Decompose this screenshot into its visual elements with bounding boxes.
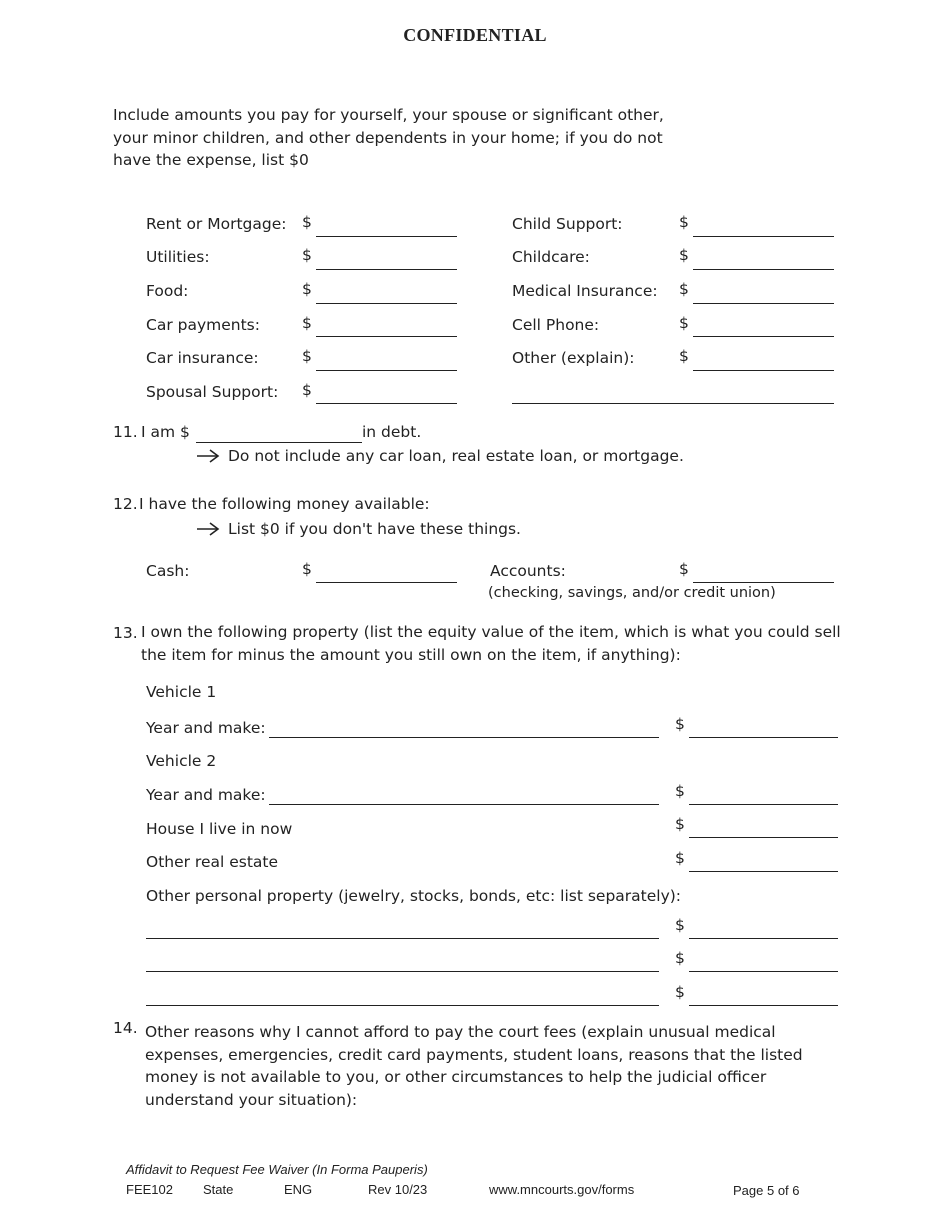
dollar-sign: $ [302,213,312,231]
item-12-note-text: List $0 if you don't have these things. [228,520,521,538]
item-12-note [196,520,521,538]
vehicle-2-year-make-input[interactable] [269,804,659,805]
personal-property-item-input[interactable] [146,971,659,972]
other-personal-property-label: Other personal property (jewelry, stocks, bonds, etc: list separately): [146,887,682,905]
expense-label-medical-insurance: Medical Insurance: [512,282,658,300]
expense-label-childcare: Childcare: [512,248,590,266]
item-12-text: I have the following money available: [139,495,430,513]
form-code: FEE102 [126,1182,173,1197]
expense-label-utilities: Utilities: [146,248,210,266]
vehicle-2-value-input[interactable] [689,804,838,805]
accounts-note: (checking, savings, and/or credit union) [488,585,776,601]
dollar-sign: $ [675,949,685,967]
dollar-sign: $ [302,246,312,264]
item-13-text-line2: the item for minus the amount you still own on the item, if anything): [141,646,681,664]
personal-property-value-input[interactable] [689,1005,838,1006]
year-make-label: Year and make: [146,786,266,804]
car-insurance-input[interactable] [316,370,457,371]
dollar-sign: $ [679,560,689,578]
dollar-sign: $ [675,715,685,733]
dollar-sign: $ [679,347,689,365]
personal-property-value-input[interactable] [689,971,838,972]
dollar-sign: $ [679,246,689,264]
item-11-prefix: I am $ [141,423,190,441]
dollar-sign: $ [679,314,689,332]
forms-website-link[interactable]: www.mncourts.gov/forms [489,1182,635,1197]
item-11-note [196,447,684,465]
personal-property-value-input[interactable] [689,938,838,939]
accounts-input[interactable] [693,582,834,583]
dollar-sign: $ [302,560,312,578]
year-make-label: Year and make: [146,719,266,737]
other-real-estate-value-input[interactable] [689,871,838,872]
item-11-note-text: Do not include any car loan, real estate loan, or mortgage. [228,447,684,465]
childcare-input[interactable] [693,269,834,270]
intro-text: Include amounts you pay for yourself, your spouse or significant other, your minor children, and other dependents in your home; if you do not have the expense, list $0 [113,106,664,169]
other-expense-input[interactable] [693,370,834,371]
expense-label-food: Food: [146,282,189,300]
expense-label-cell-phone: Cell Phone: [512,316,600,334]
page-number: Page 5 of 6 [733,1183,800,1198]
expense-label-spousal-support: Spousal Support: [146,383,279,401]
form-title: Affidavit to Request Fee Waiver (In Forma Pauperis) [126,1162,428,1177]
cash-input[interactable] [316,582,457,583]
form-revision: Rev 10/23 [368,1182,428,1197]
item-11-suffix: in debt. [362,423,422,441]
cash-label: Cash: [146,562,190,580]
dollar-sign: $ [675,916,685,934]
dollar-sign: $ [302,347,312,365]
vehicle-1-year-make-input[interactable] [269,737,659,738]
food-input[interactable] [316,303,457,304]
expense-label-car-insurance: Car insurance: [146,349,259,367]
item-12-number: 12. [113,495,138,513]
personal-property-item-input[interactable] [146,938,659,939]
utilities-input[interactable] [316,269,457,270]
dollar-sign: $ [675,983,685,1001]
expense-label-other: Other (explain): [512,349,635,367]
house-value-input[interactable] [689,837,838,838]
dollar-sign: $ [679,280,689,298]
house-label: House I live in now [146,820,293,838]
arrow-right-icon [196,522,220,536]
expense-label-rent: Rent or Mortgage: [146,215,287,233]
spousal-support-input[interactable] [316,403,457,404]
dollar-sign: $ [675,782,685,800]
expense-label-car-payments: Car payments: [146,316,260,334]
vehicle-2-label: Vehicle 2 [146,752,217,770]
dollar-sign: $ [302,280,312,298]
dollar-sign: $ [675,815,685,833]
item-13-text-line1: I own the following property (list the equity value of the item, which is what you could sell [141,623,841,641]
expense-label-child-support: Child Support: [512,215,623,233]
item-14-text: Other reasons why I cannot afford to pay the court fees (explain unusual medical expenses, emergencies, credit card payments, student loans, reasons that the listed money is not available to you, or other circumstances to help the judicial officer understand your situation): [145,1023,803,1109]
dollar-sign: $ [302,314,312,332]
medical-insurance-input[interactable] [693,303,834,304]
item-11-number: 11. [113,423,138,441]
other-real-estate-label: Other real estate [146,853,279,871]
item-13-number: 13. [113,624,138,642]
dollar-sign: $ [302,381,312,399]
dollar-sign: $ [675,849,685,867]
form-jurisdiction: State [203,1182,234,1197]
item-14-number: 14. [113,1019,138,1037]
form-language: ENG [284,1182,313,1197]
other-explain-input[interactable] [512,403,834,404]
arrow-right-icon [196,449,220,463]
vehicle-1-label: Vehicle 1 [146,683,217,701]
rent-input[interactable] [316,236,457,237]
child-support-input[interactable] [693,236,834,237]
page-title: CONFIDENTIAL [403,25,547,45]
car-payments-input[interactable] [316,336,457,337]
cell-phone-input[interactable] [693,336,834,337]
personal-property-item-input[interactable] [146,1005,659,1006]
debt-amount-input[interactable] [196,442,362,443]
vehicle-1-value-input[interactable] [689,737,838,738]
dollar-sign: $ [679,213,689,231]
accounts-label: Accounts: [490,562,566,580]
